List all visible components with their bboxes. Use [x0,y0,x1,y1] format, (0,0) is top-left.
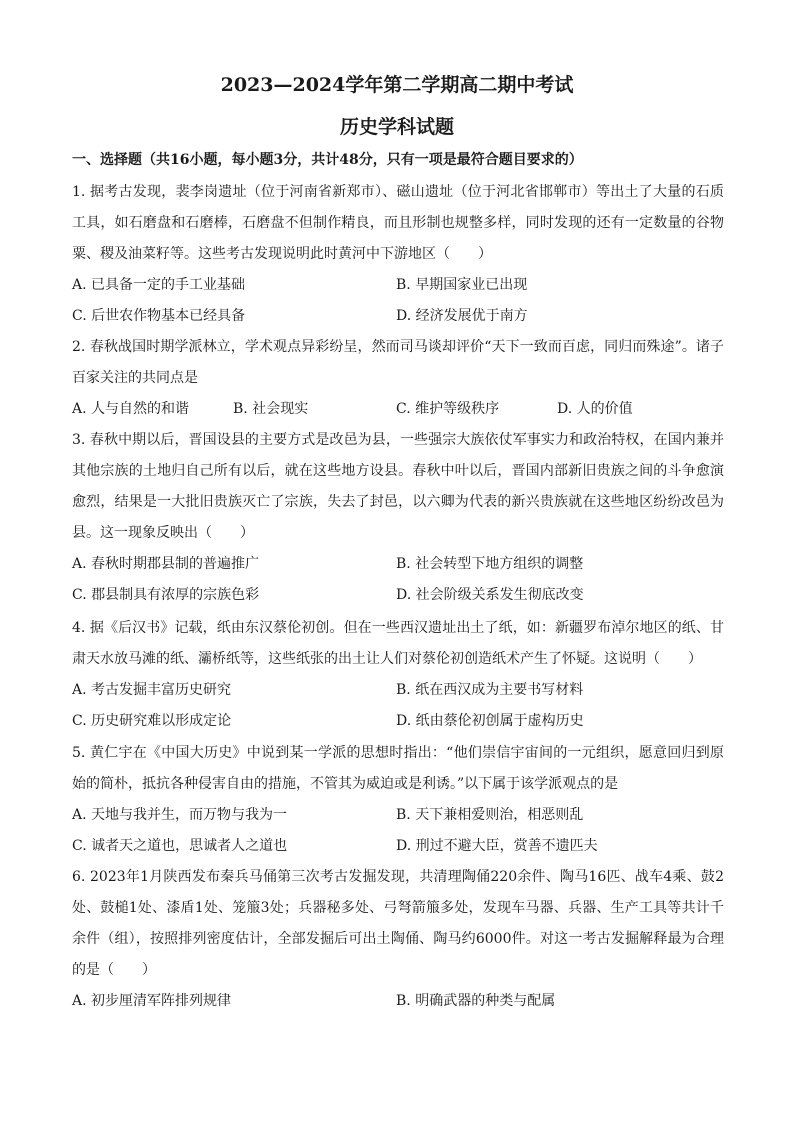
question-5-option-c: C. 诚者天之道也，思诚者人之道也 [72,838,288,854]
question-4-option-d: D. 纸由蔡伦初创属于虚构历史 [396,713,584,729]
question-2-option-b: B. 社会现实 [233,401,309,417]
question-5-option-d: D. 刑过不避大臣，赏善不遗匹夫 [396,838,598,854]
question-1-option-b: B. 早期国家业已出现 [396,277,528,293]
question-5-stem: 5. 黄仁宇在《中国大历史》中说到某一学派的思想时指出：“他们崇信宇宙间的一元组织，愿意回归到原始的简朴，抵抗各种侵害自由的措施，不管其为威迫或是利诱。”以下属于该学派观点的是 [72,745,724,792]
question-4-option-a: A. 考古发掘丰富历史研究 [72,682,232,698]
question-3-option-c: C. 郡县制具有浓厚的宗族色彩 [72,587,260,603]
question-2-option-a: A. 人与自然的和谐 [72,401,190,417]
question-6-stem: 6. 2023年1月陕西发布秦兵马俑第三次考古发掘发现，共清理陶俑220余件、陶马16匹、战车4乘、鼓2处、鼓槌1处、漆盾1处、笼箙3处；兵器秘多处、弓弩箭箙多处，发现车马器、兵器、生产工具等共计千余件（组），按照排列密度估计，全部发掘后可出土陶俑、陶马约6000件。对这一考古发掘解释最为合理的是（ ） [72,869,724,978]
question-6-option-b: B. 明确武器的种类与配属 [396,993,556,1009]
question-1-option-a: A. 已具备一定的手工业基础 [72,277,246,293]
exam-title: 2023—2024学年第二学期高二期中考试 [220,74,574,96]
question-4-option-b: B. 纸在西汉成为主要书写材料 [396,682,584,698]
question-5-option-a: A. 天地与我并生，而万物与我为一 [72,807,288,823]
question-6-option-a: A. 初步厘清军阵排列规律 [72,993,232,1009]
question-1-stem: 1. 据考古发现，裴李岗遗址（位于河南省新郑市）、磁山遗址（位于河北省邯郸市）等出土了大量的石质工具，如石磨盘和石磨棒，石磨盘不但制作精良，而且形制也规整多样，同时发现的还有一定数量的谷物粟、稷及油菜籽等。这些考古发现说明此时黄河中下游地区（ ） [72,184,724,262]
question-2-option-d: D. 人的价值 [557,401,633,417]
section-heading: 一、选择题（共16小题，每小题3分，共计48分，只有一项是最符合题目要求的） [72,152,583,168]
question-1-option-c: C. 后世农作物基本已经具备 [72,308,246,324]
question-3-option-d: D. 社会阶级关系发生彻底改变 [396,587,584,603]
exam-subtitle: 历史学科试题 [339,116,454,138]
question-2-option-c: C. 维护等级秩序 [396,401,500,417]
question-4-option-c: C. 历史研究难以形成定论 [72,713,232,729]
question-5-option-b: B. 天下兼相爱则治，相恶则乱 [396,807,584,823]
question-3-stem: 3. 春秋中期以后，晋国设县的主要方式是改邑为县，一些强宗大族依仗军事实力和政治特权，在国内兼并其他宗族的土地归自己所有以后，就在这些地方设县。春秋中叶以后，晋国内部新旧贵族之间的斗争愈演愈烈，结果是一大批旧贵族灭亡了宗族，失去了封邑，以六卿为代表的新兴贵族就在这些地区纷纷改邑为县。这一现象反映出（ ） [72,432,724,541]
question-2-stem: 2. 春秋战国时期学派林立，学术观点异彩纷呈，然而司马谈却评价“天下一致而百虑，同归而殊途”。诸子百家关注的共同点是 [72,339,724,386]
question-4-stem: 4. 据《后汉书》记载，纸由东汉蔡伦初创。但在一些西汉遗址出土了纸，如：新疆罗布淖尔地区的纸、甘肃天水放马滩的纸、灞桥纸等，这些纸张的出土让人们对蔡伦初创造纸术产生了怀疑。这说明（ ） [72,620,724,667]
question-3-option-b: B. 社会转型下地方组织的调整 [396,556,584,572]
question-1-option-d: D. 经济发展优于南方 [396,308,528,324]
question-3-option-a: A. 春秋时期郡县制的普遍推广 [72,556,260,572]
